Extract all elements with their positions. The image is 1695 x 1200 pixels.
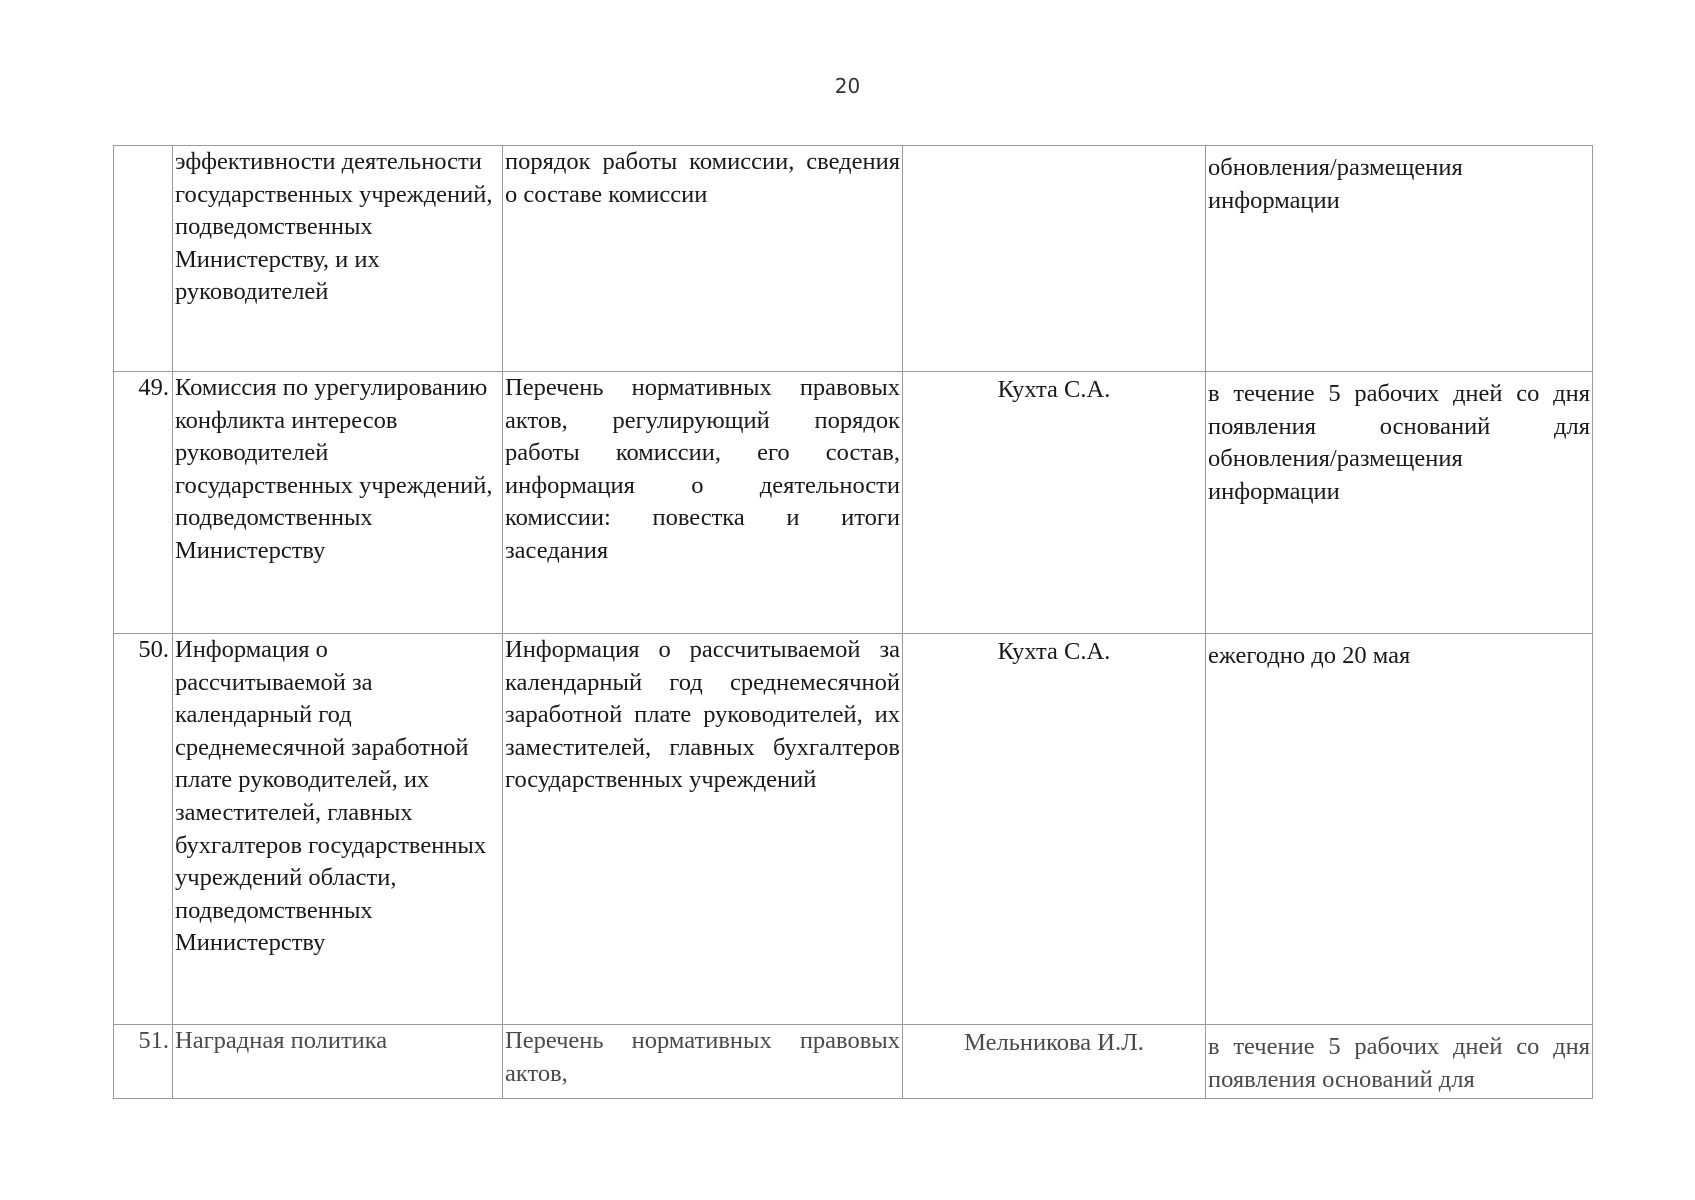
page-number: 20 bbox=[834, 74, 861, 98]
table-row bbox=[114, 372, 1593, 634]
responsible-text: Кухта С.А. bbox=[997, 376, 1111, 403]
row-content: Информация о рассчитываемой за календарный год среднемесячной заработной плате руководителей, их заместителей, главных бухгалтеров государственных учреждений bbox=[503, 634, 903, 1025]
row-term bbox=[1206, 634, 1593, 1025]
row-number: 51. bbox=[114, 1025, 173, 1099]
row-name: Комиссия по урегулированию конфликта интересов руководителей государственных учреждений, подведомственных Министерству bbox=[173, 372, 503, 634]
row-content: порядок работы комиссии, сведения о составе комиссии bbox=[503, 146, 903, 372]
row-name: Информация о рассчитываемой за календарный год среднемесячной заработной плате руководителей, их заместителей, главных бухгалтеров государственных учреждений области, подведомственных Министерству bbox=[173, 634, 503, 1025]
table-row bbox=[114, 634, 1593, 1025]
responsible-text: Кухта С.А. bbox=[997, 638, 1111, 665]
row-number bbox=[114, 146, 173, 372]
row-term bbox=[1206, 1025, 1593, 1099]
responsible-text bbox=[905, 146, 1203, 148]
term-text: ежегодно до 20 мая bbox=[1208, 642, 1411, 669]
table-row bbox=[114, 146, 1593, 372]
row-content: Перечень нормативных правовых актов, регулирующий порядок работы комиссии, его состав, информация о деятельности комиссии: повестка и итоги заседания bbox=[503, 372, 903, 634]
row-responsible bbox=[903, 1025, 1206, 1099]
row-responsible bbox=[903, 634, 1206, 1025]
term-text: обновления/размещения информации bbox=[1208, 154, 1463, 214]
table-row bbox=[114, 1025, 1593, 1099]
row-name: эффективности деятельности государственных учреждений, подведомственных Министерству, и их руководителей bbox=[173, 146, 503, 372]
row-content: Перечень нормативных правовых актов, bbox=[503, 1025, 903, 1099]
document-table bbox=[113, 145, 1593, 1099]
row-number: 49. bbox=[114, 372, 173, 634]
row-responsible bbox=[903, 372, 1206, 634]
row-name: Наградная политика bbox=[173, 1025, 503, 1099]
term-text: в течение 5 рабочих дней со дня появления оснований для bbox=[1208, 1033, 1590, 1093]
row-term bbox=[1206, 372, 1593, 634]
row-term bbox=[1206, 146, 1593, 372]
term-text: в течение 5 рабочих дней со дня появления оснований для обновления/размещения информации bbox=[1208, 380, 1590, 505]
row-number: 50. bbox=[114, 634, 173, 1025]
responsible-text: Мельникова И.Л. bbox=[964, 1029, 1144, 1056]
row-responsible bbox=[903, 146, 1206, 372]
